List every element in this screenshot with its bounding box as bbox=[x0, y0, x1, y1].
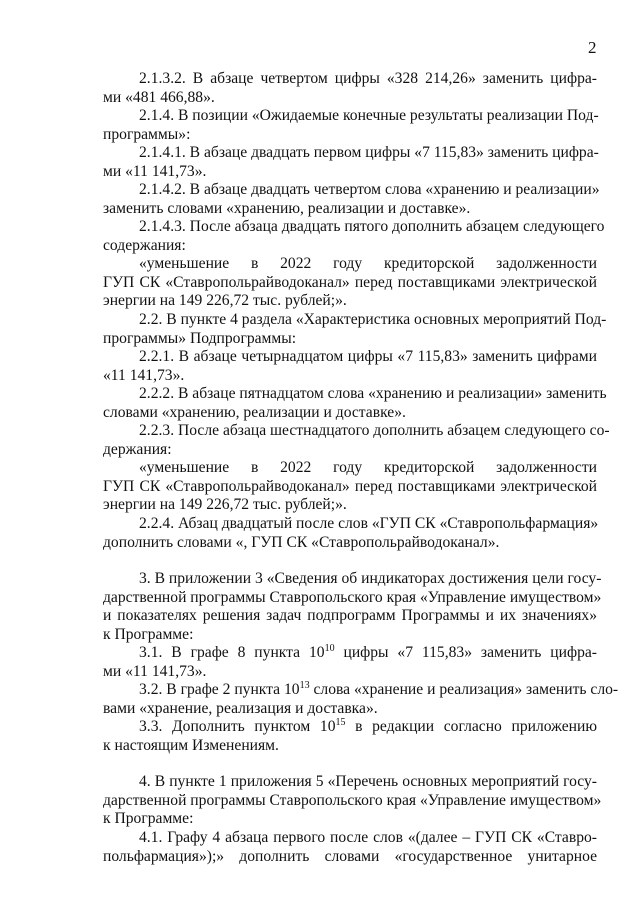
paragraph-2-1-4-2 bbox=[103, 181, 600, 218]
text-line: ми «11 141,73». bbox=[103, 162, 207, 180]
paragraph-3-2 bbox=[103, 680, 619, 718]
paragraph-4-1 bbox=[103, 829, 597, 866]
superscript: 10 bbox=[324, 643, 335, 654]
text-line: вами «хранение, реализация и доставка». bbox=[103, 699, 378, 717]
text-line: 2.2.1. В абзаце четырнадцатом цифры «7 115,83» заменить цифрами bbox=[139, 348, 597, 365]
text-line: дополнить словами «, ГУП СК «Ставропольрайводоканал». bbox=[103, 533, 500, 551]
paragraph-2-2-3 bbox=[103, 422, 610, 459]
paragraph-2-2-4 bbox=[103, 515, 597, 552]
text-line: к Программе: bbox=[103, 810, 194, 827]
paragraph-2-1-3-2 bbox=[103, 70, 597, 107]
text-line: энергии на 149 226,72 тыс. рублей;». bbox=[103, 496, 347, 513]
text-run: цифры «7 115,83» заменить цифра- bbox=[334, 644, 597, 661]
paragraph-2-1-4-1 bbox=[103, 144, 597, 181]
text-run: 3.3. Дополнить пунктом 10 bbox=[139, 718, 336, 735]
quoted-insertion bbox=[103, 459, 597, 515]
text-line: польфармация»);» дополнить словами «государственное унитарное bbox=[103, 847, 597, 865]
text-line: держания: bbox=[103, 440, 172, 458]
superscript: 13 bbox=[299, 680, 310, 691]
text-line: энергии на 149 226,72 тыс. рублей;». bbox=[103, 292, 347, 309]
text-line: ми «481 466,88». bbox=[103, 88, 215, 106]
text-line: 2.1.4.3. После абзаца двадцать пятого дополнить абзацем следующего bbox=[139, 218, 605, 235]
text-run: 3.1. В графе 8 пункта 10 bbox=[139, 644, 325, 661]
text-line: и показателях решения задач подпрограмм Программы и их значениях» bbox=[103, 607, 597, 624]
text-line: 2.2.2. В абзаце пятнадцатом слова «хранению и реализации» заменить bbox=[139, 385, 607, 402]
text-line: 2.1.4.2. В абзаце двадцать четвертом слова «хранению и реализации» bbox=[139, 181, 600, 198]
paragraph-4 bbox=[103, 773, 602, 829]
text-line: 4.1. Графу 4 абзаца первого после слов «(далее – ГУП СК «Ставро- bbox=[139, 829, 597, 846]
text-line: 2.1.4. В позиции «Ожидаемые конечные результаты реализации Под- bbox=[139, 107, 599, 124]
text-line: 2.2.4. Абзац двадцатый после слов «ГУП СК «Ставропольфармация» bbox=[139, 515, 599, 532]
text-line bbox=[103, 718, 597, 737]
text-line: содержания: bbox=[103, 236, 186, 254]
paragraph-2-1-4 bbox=[103, 107, 597, 144]
text-line: 2.1.3.2. В абзаце четвертом цифры «328 214,26» заменить цифра- bbox=[139, 70, 597, 87]
text-line: дарственной программы Ставропольского края «Управление имуществом» bbox=[103, 588, 602, 606]
paragraph-3-1 bbox=[103, 644, 597, 681]
text-line: 3. В приложении 3 «Сведения об индикаторах достижения цели госу- bbox=[139, 570, 602, 587]
text-line: к Программе: bbox=[103, 625, 194, 643]
page-number: 2 bbox=[588, 38, 597, 57]
text-line: программы» Подпрограммы: bbox=[103, 329, 297, 347]
text-line: «уменьшение в 2022 году кредиторской задолженности bbox=[139, 255, 597, 272]
paragraph-2-1-4-3 bbox=[103, 218, 605, 255]
paragraph-3-3 bbox=[103, 718, 597, 755]
text-line: «уменьшение в 2022 году кредиторской задолженности bbox=[139, 459, 597, 476]
text-line: дарственной программы Ставропольского края «Управление имуществом» bbox=[103, 791, 602, 809]
text-line: ми «11 141,73». bbox=[103, 662, 207, 680]
text-line: к настоящим Изменениям. bbox=[103, 736, 279, 754]
text-line: 2.2.3. После абзаца шестнадцатого дополнить абзацем следующего со- bbox=[139, 422, 610, 439]
paragraph-2-2 bbox=[103, 311, 607, 348]
text-line: программы»: bbox=[103, 125, 191, 143]
text-line: ГУП СК «Ставропольрайводоканал» перед поставщиками электрической bbox=[103, 477, 597, 495]
paragraph-2-2-1 bbox=[103, 348, 597, 385]
superscript: 15 bbox=[335, 717, 346, 728]
text-line: 2.1.4.1. В абзаце двадцать первом цифры «7 115,83» заменить цифра- bbox=[139, 144, 599, 161]
quoted-insertion bbox=[103, 255, 597, 311]
paragraph-3 bbox=[103, 570, 602, 644]
text-line: заменить словами «хранению, реализации и доставке». bbox=[103, 199, 471, 217]
text-line bbox=[103, 644, 597, 663]
text-run: 3.2. В графе 2 пункта 10 bbox=[139, 681, 300, 698]
text-line: словами «хранению, реализации и доставке». bbox=[103, 403, 406, 421]
text-line: 2.2. В пункте 4 раздела «Характеристика основных мероприятий Под- bbox=[139, 311, 607, 328]
text-line bbox=[103, 680, 619, 700]
text-run: в редакции согласно приложению bbox=[345, 718, 597, 735]
text-line: 4. В пункте 1 приложения 5 «Перечень основных мероприятий госу- bbox=[139, 773, 597, 790]
paragraph-2-2-2 bbox=[103, 385, 607, 422]
text-line: ГУП СК «Ставропольрайводоканал» перед поставщиками электрической bbox=[103, 273, 597, 291]
text-line: «11 141,73». bbox=[103, 366, 185, 384]
text-run: слова «хранение и реализация» заменить сло- bbox=[309, 681, 619, 698]
